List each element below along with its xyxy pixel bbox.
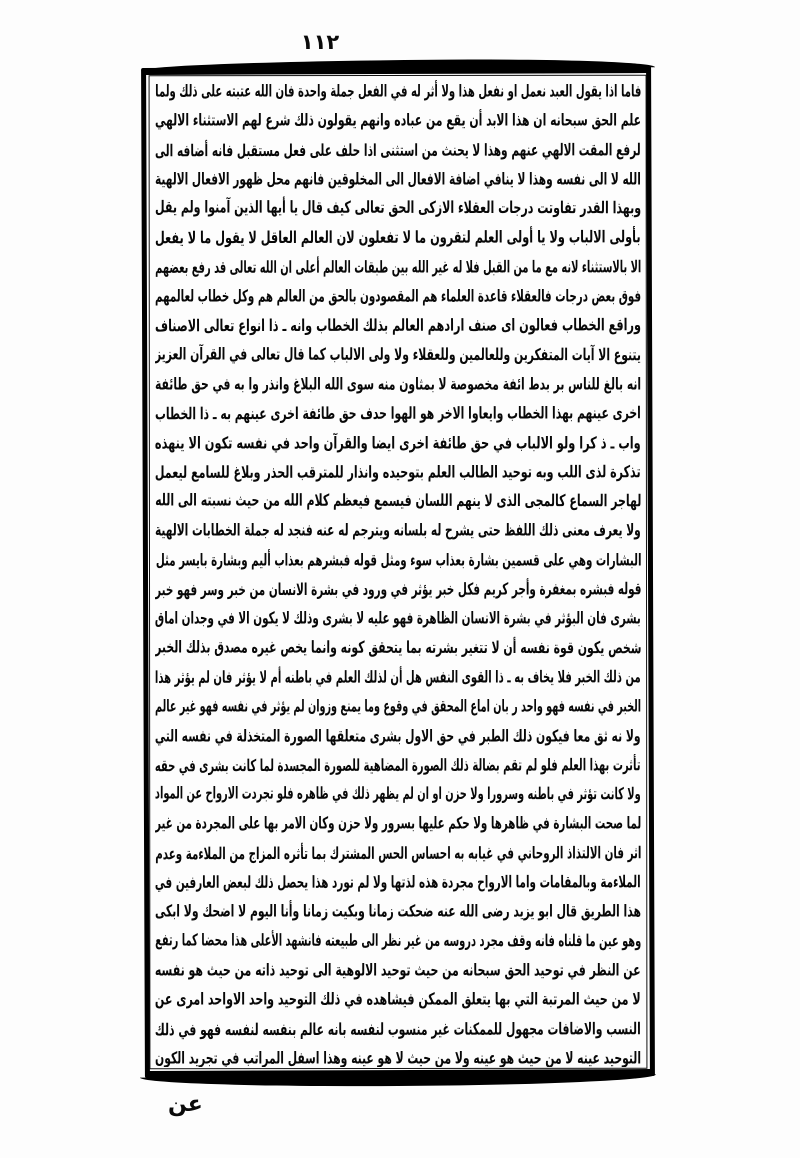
text-line xyxy=(155,751,641,781)
text-line-content: تذكرة لذى اللب وبه توحيد الطالب العلم بتوحيده وانذار للمترقب الحذر وبلاغ للسامع ليعمل xyxy=(155,462,641,482)
text-line xyxy=(155,77,641,106)
text-line-content: الا بالاستثناء لانه مع ما من القبل فلا له غير الله بين طبقات العالم أعلى ان الله تعالى قد رفع بعضهم xyxy=(155,257,641,277)
text-line xyxy=(155,692,641,721)
text-line-content: لا من حيث المرتبة التي بها يتعلق الممكن فيشاهده في ذلك التوحيد واحد الاواحد امرى عن xyxy=(155,989,641,1009)
text-line xyxy=(155,779,641,809)
text-line xyxy=(155,546,641,575)
text-line xyxy=(155,516,641,545)
text-line-content: علم الحق سبحانه ان هذا الابد أن يقع من عباده وانهم يقولون ذلك شرع لهم الاستثناء الالهي xyxy=(155,110,641,130)
text-line xyxy=(155,604,641,633)
text-line-content: اخرى عينهم بهذا الخطاب وايعاوا الاخر هو الهوا حدف حق طائفة اخرى عينهم به ـ ذا الخطاب xyxy=(155,403,641,424)
text-line-content: فوق بعض درجات فالعقلاء قاعدة العلماء هم المقصودون بالحق من العالم هم وكل خطاب لعالمهم xyxy=(155,286,641,306)
text-line xyxy=(155,165,641,194)
text-line-content: لرفع المقت الالهي عنهم وهذا لا يحنث من استثنى اذا حلف على فعل مستقبل فانه أضافه الى xyxy=(155,140,641,161)
text-line xyxy=(155,282,641,311)
text-line xyxy=(155,956,641,985)
text-line xyxy=(155,340,641,370)
text-line-content: الملاءمة وبالمقامات واما الارواح مجردة هذه لذتها ولا لم تورد هذا يحصل ذلك لبعض العارفين في xyxy=(155,872,641,893)
text-line-content: التوحيد عينه لا من حيث هو عينه ولا من حيث لا هو عينه وهذا اسفل المراتب في تجريد الكون xyxy=(155,1048,641,1067)
text-line-content: تأثرت بهذا العلم فلو لم تقم بضالة ذلك الصورة المضاهية للصورة المجسدة لما كانت بشرى في حقه xyxy=(155,755,641,776)
text-line-content: لهاجر السماع كالمجى الذى لا ينهم اللسان فيسمع فيعظم كلام الله من حيث نسبته الى الله xyxy=(155,490,641,511)
text-line-content: البشارات وهي على قسمين بشارة بعذاب سوء ومثل قوله فبشرهم بعذاب أليم وبشارة بايسر مثل xyxy=(155,550,641,570)
text-line-content: عن النظر في توحيد الحق سبحانه من حيث توحيد الالوهية الى توحيد ذاته من حيث هو نفسه xyxy=(155,960,641,980)
text-line-content: الله لا الى نفسه وهذا لا ينافي اضافة الافعال الى المخلوقين فانهم محل ظهور الافعال الالهية xyxy=(155,169,641,189)
text-line xyxy=(155,136,641,166)
text-line-content: لما صحت البشارة في ظاهرها ولا حكم عليها بسرور ولا حزن وكان الامر بها على المجردة من غير xyxy=(155,813,641,833)
catchword: عن xyxy=(168,1092,203,1117)
text-line-content: وهو عين ما قلناه فانه وقف مجرد دروسه من غير نظر الى طبيعته فانشهد الأعلى هذا محضا كما رتفع xyxy=(155,930,641,951)
text-line xyxy=(155,106,641,135)
text-frame xyxy=(143,67,653,1077)
text-line xyxy=(155,897,641,926)
text-line xyxy=(155,926,641,956)
text-line-content: شخص يكون قوة نفسه أن لا تتغير بشرته بما يتحقق كونه وانما يخص غيره مصدق بذلك الخبر xyxy=(155,637,641,658)
text-line-content: واب ـ ذ كرا ولو الالباب في حق طائفة اخرى ايضا والقرآن واحد في نفسه تكون الا ينهذه xyxy=(155,432,641,453)
text-line-content: قوله فبشره بمغفرة وأجر كريم فكل خبر يؤثر في ورود في بشرة الانسان من خبر وسر فهو خبر xyxy=(155,579,641,600)
text-line-content: انه بالغ للناس بر بدط ائفة مخصوصة لا بمثاون منه سوى الله البلاغ وانذر وا به في حق طائفة xyxy=(155,374,641,394)
text-line-content: اثر فان الالتذاذ الروحاني في غيابه به احساس الحس المشترك بما تأثره المزاج من الملاءمة وعدم xyxy=(155,843,641,864)
text-line-content: يتنوع الا آيات المتفكرين وللعالمين وللعقلاء ولا ولى الالباب كما قال تعالى في القرآن العزيز xyxy=(155,344,641,365)
text-line xyxy=(155,311,641,341)
text-line-content: ولا يعرف معنى ذلك اللفظ حتى يشرح له بلسانه ويترجم له عنه فنجد له جملة الخطابات الالهية xyxy=(155,520,641,540)
text-line xyxy=(155,253,641,283)
text-line xyxy=(155,663,641,693)
text-column xyxy=(155,77,641,1067)
text-line-content: وبهذا القدر تفاوتت درجات العقلاء الازكى الحق تعالى كيف قال يا أيها الذين آمنوا ولم يقل xyxy=(155,197,641,218)
text-line xyxy=(155,839,641,869)
folio-number: ١١٢ xyxy=(300,30,340,54)
text-line-content: ولا نه ثق معا فيكون ذلك الطبر في حق الاول بشرى متعلقها الصورة المتخذلة في نفسه التي xyxy=(155,725,641,746)
text-line-content: الخبر في نفسه فهو واحد ر بان اماع المحقق في وقوع وما يمنع وزوان لم يؤثر في نفسه فهو غير عالم xyxy=(155,696,641,716)
text-line xyxy=(155,985,641,1014)
text-line xyxy=(155,458,641,488)
text-line xyxy=(155,633,641,663)
text-line xyxy=(155,575,641,605)
text-line xyxy=(155,429,641,458)
text-line xyxy=(155,809,641,838)
text-line xyxy=(155,722,641,751)
text-line-content: وراقع الخطاب فعالون اى صنف ارادهم العالم بذلك الخطاب وانه ـ ذا انواع تعالى الاصناف xyxy=(155,315,641,336)
text-line xyxy=(155,193,641,223)
text-line-content: فاما اذا يقول العبد نعمل او نفعل هذا ولا أثر له في الفعل جملة واحدة فان الله عتبته على ذلك ولما xyxy=(155,81,641,101)
text-line xyxy=(155,1044,641,1067)
frame-bottom-rule-ink-bleed xyxy=(140,1074,656,1087)
text-line xyxy=(155,868,641,898)
text-line-content: بشرى فان البؤثر في بشرة الانسان الظاهرة فهو عليه لا بشرى وذلك لا يكون الا في وجدان اماق xyxy=(155,608,641,628)
text-line xyxy=(155,370,641,399)
text-line-content: من ذلك الخبر فلا يخاف به ـ ذا القوى النفس هل أن لذلك العلم في باطنه أم لا يؤثر فان لم يؤثر هذا xyxy=(155,667,641,688)
text-line xyxy=(155,1015,641,1045)
text-line xyxy=(155,399,641,429)
text-line-content: بأولى الالباب ولا يا أولى العلم لتقرون ما لا تفعلون لان العالم العاقل لا يقول ما لا يفعل xyxy=(155,227,641,249)
text-line xyxy=(155,223,641,253)
text-line-content: هذا الطريق قال ابو يزيد رضى الله عنه ضحكت زمانا وبكيت زمانا وأنا اليوم لا اضحك ولا ابكى xyxy=(155,901,641,921)
text-line-content: النسب والاضافات مجهول للممكنات غير منسوب لنفسه بانه عالم بنفسه لنفسه فهو في ذلك xyxy=(155,1018,641,1040)
text-line-content: ولا كانت تؤثر في باطنه وسرورا ولا حزن او ان لم يظهر ذلك في ظاهره فلو تجردت الارواح عن المواد xyxy=(155,783,641,804)
text-line xyxy=(155,486,641,516)
